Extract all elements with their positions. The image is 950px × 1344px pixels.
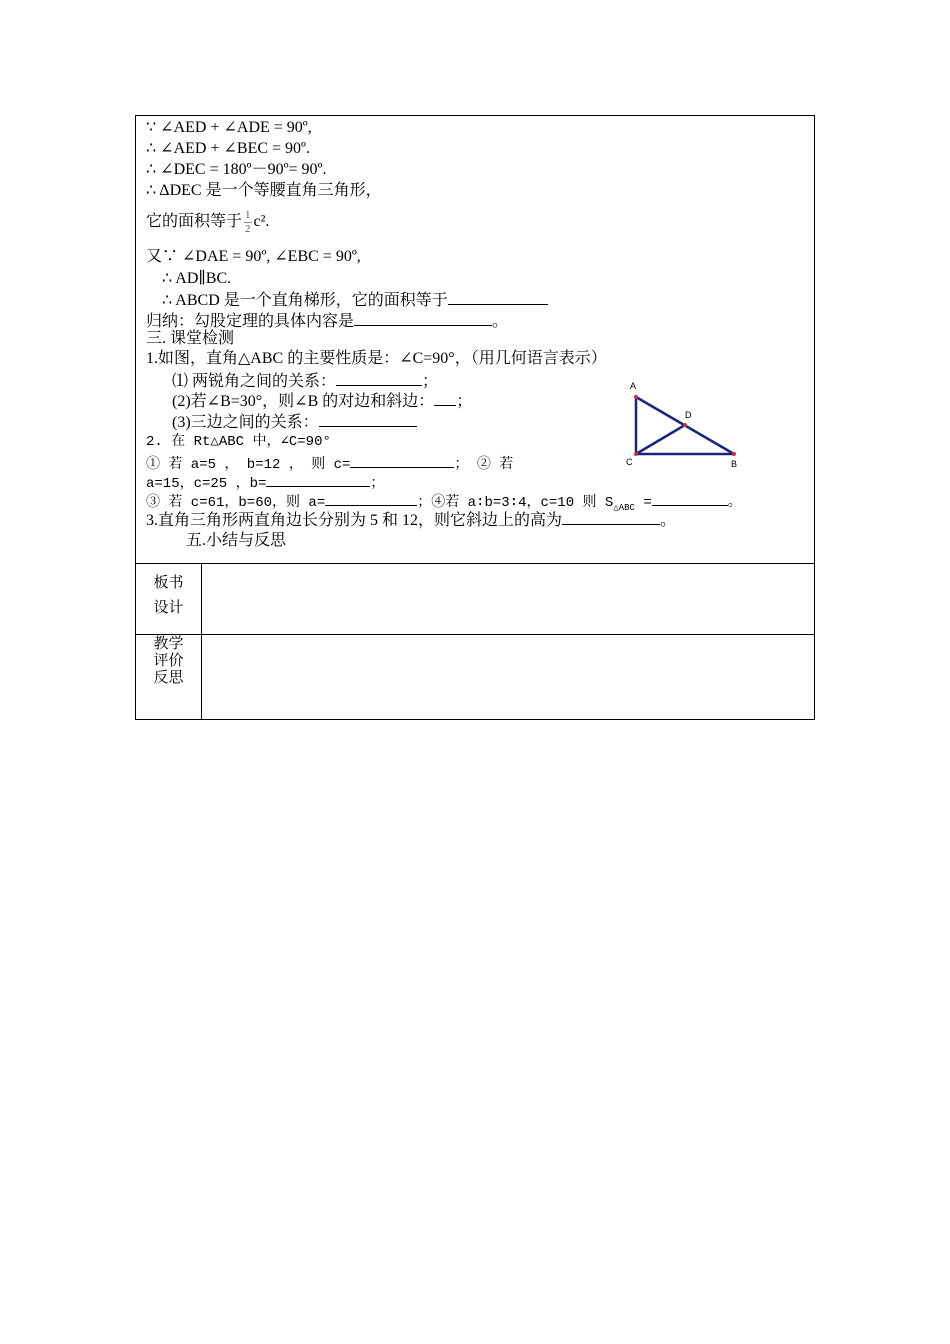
- trapezoid-area-text: ∴ ABCD 是一个直角梯形，它的面积等于: [162, 292, 448, 309]
- board-design-row: [136, 564, 814, 635]
- section-3-title: 三. 课堂检测: [146, 330, 235, 347]
- fraction-numerator: 1: [245, 208, 251, 221]
- point-d: [683, 423, 687, 427]
- q2b-end: ；: [370, 476, 385, 492]
- theorem-text: 归纳：勾股定理的具体内容是: [146, 313, 355, 330]
- board-label-line-2: 设计: [153, 600, 184, 616]
- summary-title: 五.小结与反思: [186, 532, 287, 549]
- question-1c: [172, 412, 417, 433]
- proof-line-1: ∵ ∠AED + ∠ADE = 90º,: [146, 119, 312, 136]
- label-c: C: [626, 457, 633, 467]
- q2c-sub: △ABC: [613, 502, 635, 513]
- proof-line-3: ∴ ∠DEC = 180º－90º= 90º.: [146, 161, 327, 178]
- eval-label-line-1: 教学: [153, 636, 184, 652]
- blank-q2c-a[interactable]: [325, 491, 417, 506]
- eval-label-line-3: 反思: [153, 670, 184, 686]
- q1b-text: (2)若∠B=30°，则∠B 的对边和斜边：: [172, 393, 435, 410]
- q2c-text: ③ 若 c=61，b=60，则 a=: [146, 495, 326, 511]
- lesson-table: [135, 115, 815, 720]
- blank-q3[interactable]: [562, 510, 660, 525]
- question-1: 1.如图，直角△ABC 的主要性质是：∠C=90°，（用几何语言表示）: [146, 350, 607, 367]
- blank-q1c[interactable]: [319, 412, 417, 427]
- q2c-end: 。: [727, 495, 742, 511]
- proof-line-2: ∴ ∠AED + ∠BEC = 90º.: [146, 140, 310, 157]
- board-design-label: [136, 564, 202, 634]
- blank-q1b[interactable]: [434, 391, 456, 406]
- teaching-evaluation-content[interactable]: [202, 635, 814, 719]
- fraction-denominator: 2: [245, 222, 251, 235]
- blank-theorem[interactable]: [354, 311, 492, 326]
- q2c-mid: ；④若 a∶b=3∶4，c=10 则 S: [417, 495, 614, 511]
- point-b: [732, 452, 736, 456]
- period: 。: [492, 313, 509, 330]
- point-a: [634, 395, 638, 399]
- q2a-text: ① 若 a=5 ， b=12 ， 则 c=: [146, 457, 351, 473]
- q1a-end: ；: [422, 373, 439, 390]
- proof-line-8: [162, 290, 548, 311]
- blank-q2c-area[interactable]: [652, 491, 728, 506]
- question-3: [146, 510, 676, 531]
- q2c-eq: =: [634, 495, 652, 511]
- board-label-line-1: 板书: [153, 575, 184, 591]
- period: .: [265, 213, 270, 230]
- question-2: 2. 在 Rt△ABC 中，∠C=90°: [146, 434, 331, 450]
- q2a-mid: ； ② 若: [454, 457, 514, 473]
- question-1b: [172, 391, 472, 412]
- q1c-text: (3)三边之间的关系：: [172, 414, 319, 431]
- q2b-text: a=15，c=25 ，b=: [146, 476, 267, 492]
- proof-line-6: 又∵ ∠DAE = 90º, ∠EBC = 90º,: [146, 248, 361, 265]
- label-a: A: [630, 381, 637, 391]
- board-design-content[interactable]: [202, 564, 814, 634]
- q3-end: 。: [660, 512, 677, 529]
- blank-q2a[interactable]: [350, 453, 454, 468]
- blank-trapezoid-area[interactable]: [448, 290, 548, 305]
- point-c: [634, 452, 638, 456]
- q3-text: 3.直角三角形两直角边长分别为 5 和 12，则它斜边上的高为: [146, 512, 563, 529]
- lesson-content-cell: [136, 116, 814, 564]
- one-half-fraction: [244, 209, 252, 236]
- q1a-text: ⑴ 两锐角之间的关系：: [172, 373, 337, 390]
- teaching-evaluation-row: [136, 635, 814, 719]
- segment-cd: [636, 425, 685, 454]
- proof-line-7: ∴ AD∥BC.: [162, 270, 232, 287]
- label-d: D: [685, 410, 692, 420]
- q1b-end: ；: [456, 393, 473, 410]
- blank-q2b[interactable]: [266, 472, 370, 487]
- blank-q1a[interactable]: [336, 371, 422, 386]
- c-squared: c²: [253, 213, 266, 230]
- teaching-evaluation-label: [136, 635, 202, 719]
- eval-label-line-2: 评价: [153, 653, 184, 669]
- proof-line-5: [146, 206, 269, 238]
- area-text: 它的面积等于: [146, 213, 243, 230]
- question-1a: [172, 371, 438, 392]
- label-b: B: [731, 459, 738, 468]
- right-triangle-figure: [622, 378, 742, 468]
- proof-line-4: ∴ ΔDEC 是一个等腰直角三角形，: [146, 182, 382, 199]
